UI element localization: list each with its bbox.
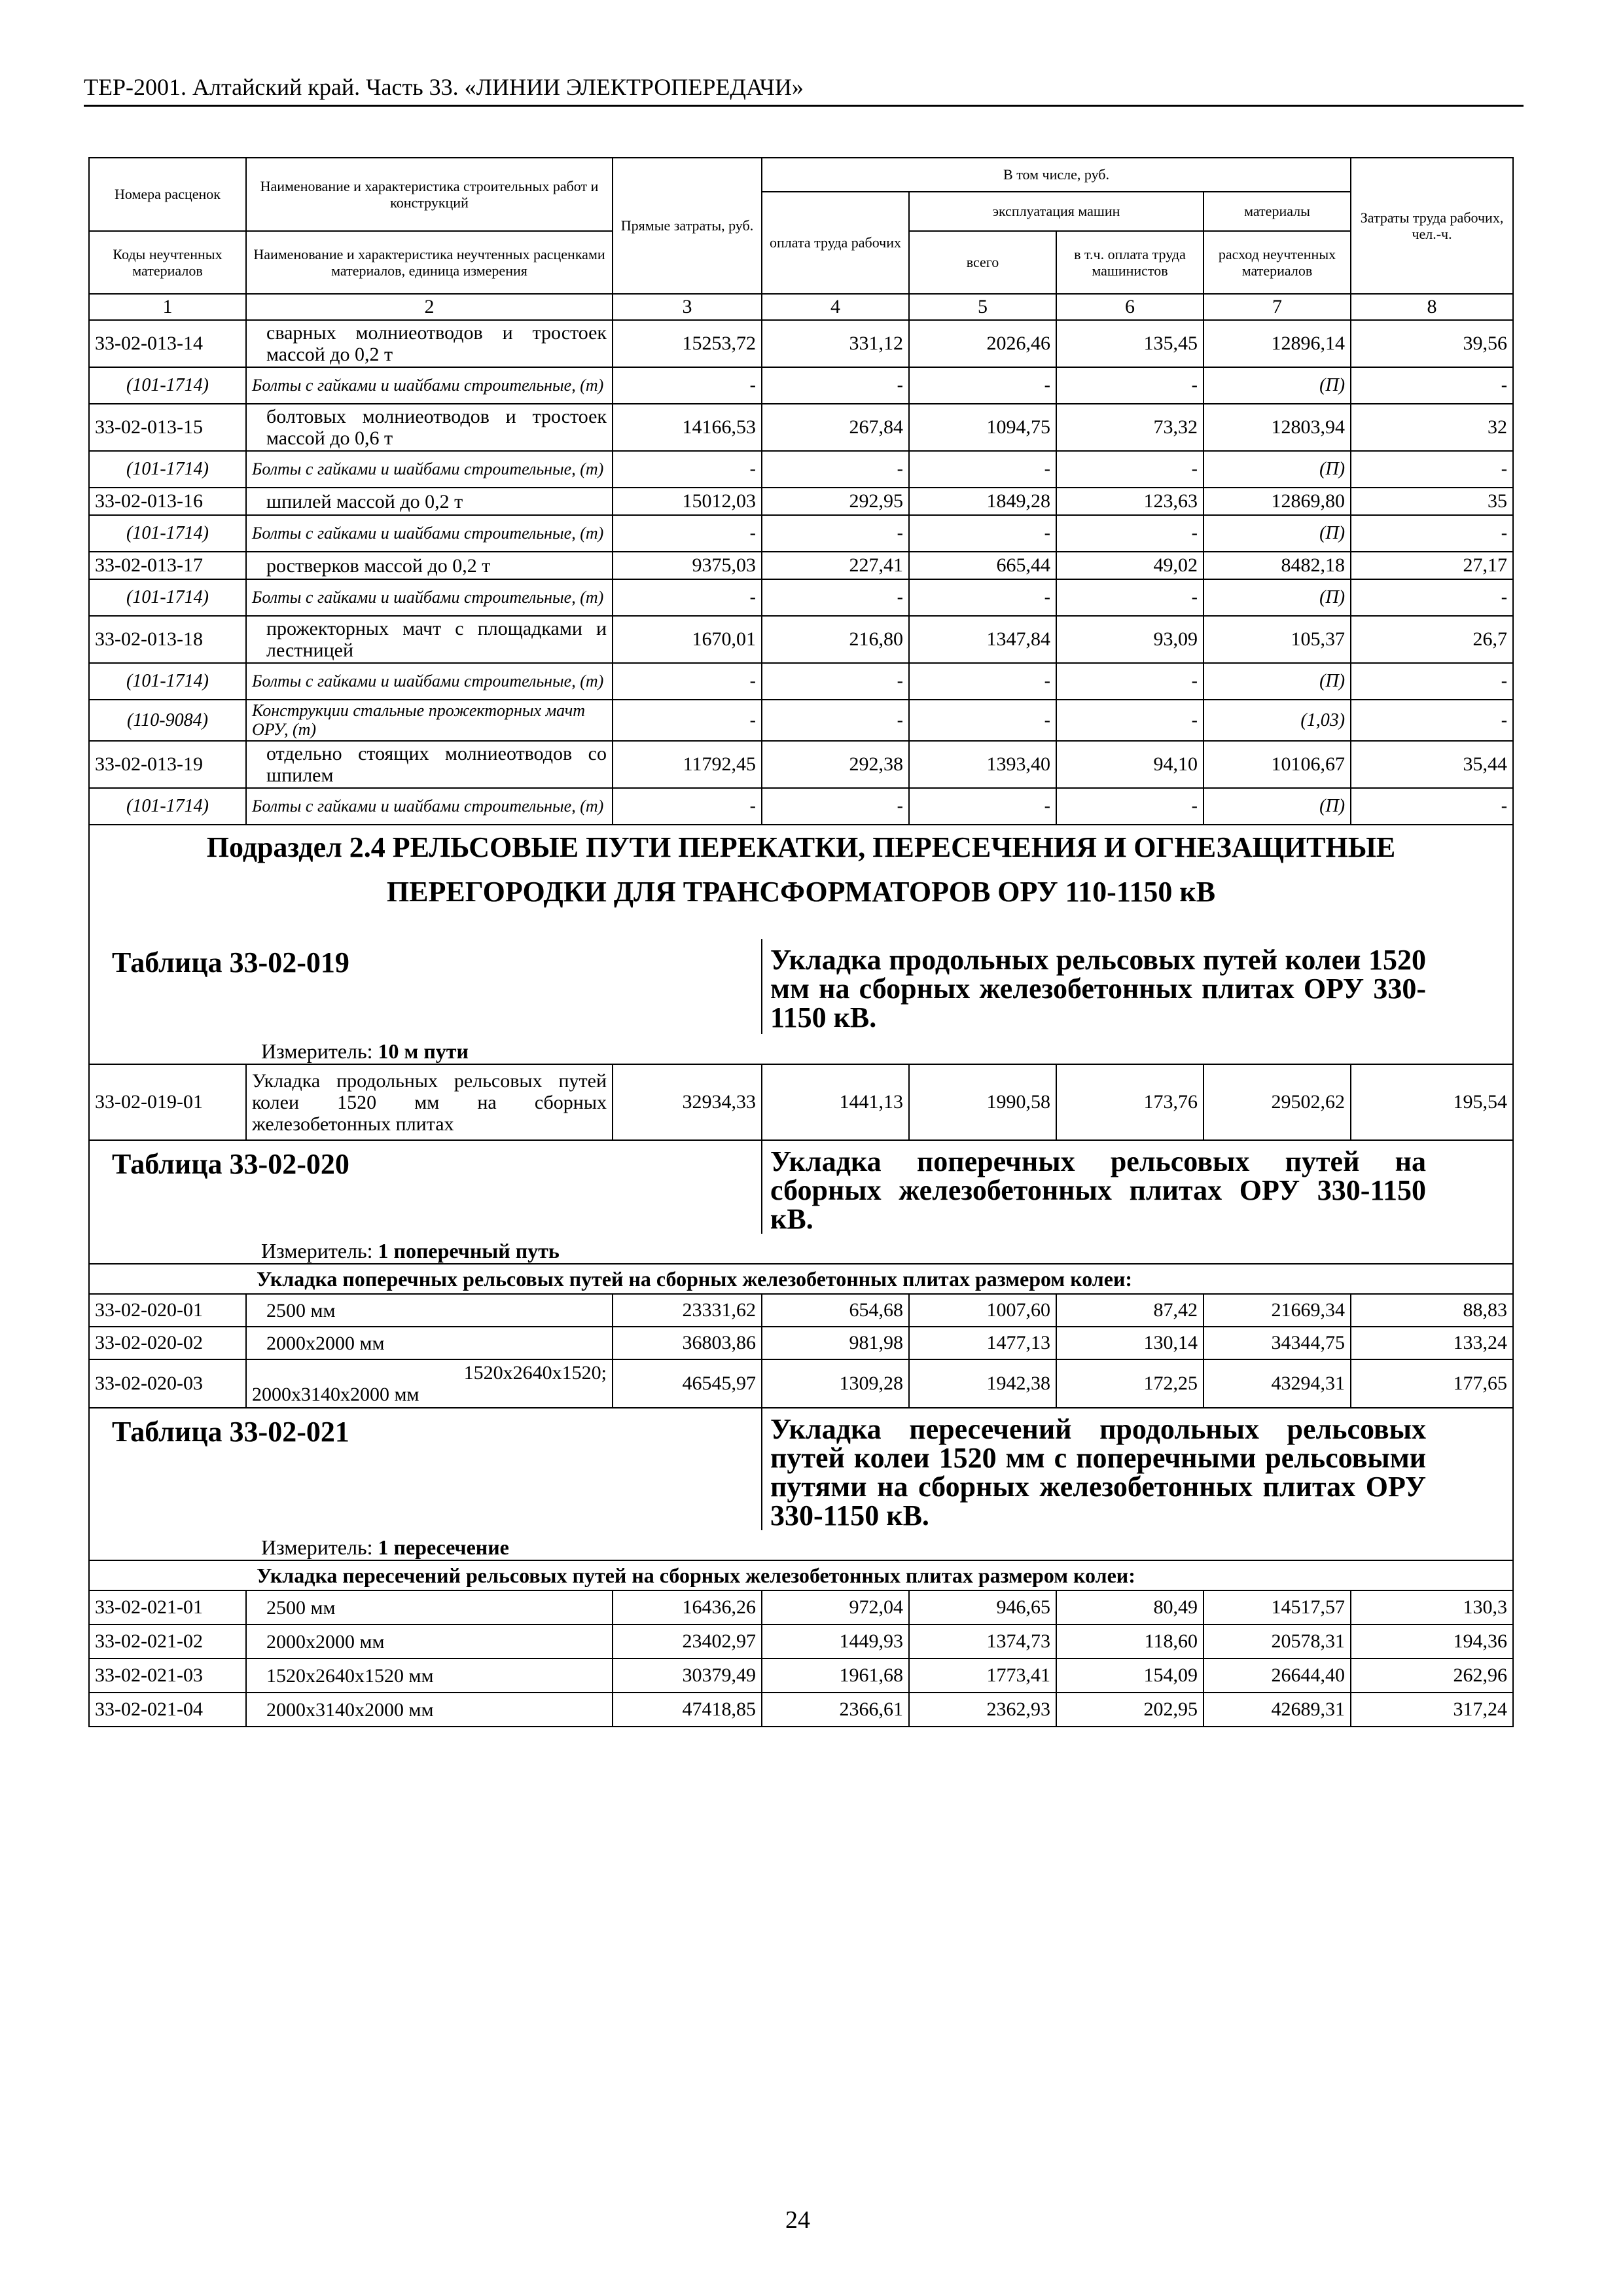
value-cell: 42689,31	[1204, 1693, 1351, 1727]
page-number: 24	[785, 2206, 810, 2234]
value-cell: 32	[1351, 404, 1513, 451]
col-machines-total-header: всего	[909, 231, 1056, 294]
materials-header: материалы	[1204, 192, 1351, 231]
col-direct-costs-header: Прямые затраты, руб.	[613, 158, 762, 294]
value-cell: 1347,84	[909, 616, 1056, 663]
value-cell: -	[613, 515, 762, 552]
value-cell: 331,12	[762, 320, 909, 367]
value-cell: (П)	[1204, 367, 1351, 404]
value-cell: -	[762, 515, 909, 552]
table-row	[89, 1693, 1513, 1727]
rate-code: 33-02-013-19	[89, 741, 246, 788]
value-cell: 130,3	[1351, 1590, 1513, 1624]
value-cell: 20578,31	[1204, 1624, 1351, 1659]
measure-value: 1 пересечение	[378, 1535, 509, 1560]
measure-unit	[98, 1239, 1505, 1263]
value-cell: 36803,86	[613, 1327, 762, 1359]
material-row	[89, 700, 1513, 741]
value-cell: 93,09	[1056, 616, 1204, 663]
value-cell: 39,56	[1351, 320, 1513, 367]
value-cell: -	[1056, 515, 1204, 552]
subsection-heading-line: ПЕРЕГОРОДКИ ДЛЯ ТРАНСФОРМАТОРОВ ОРУ 110-1150 кВ	[386, 876, 1216, 908]
material-code: (101-1714)	[89, 367, 246, 404]
value-cell: 1942,38	[909, 1359, 1056, 1408]
rate-code: 33-02-013-18	[89, 616, 246, 663]
value-cell: 172,25	[1056, 1359, 1204, 1408]
table-row	[89, 1359, 1513, 1408]
value-cell: (П)	[1204, 515, 1351, 552]
rate-code: 33-02-020-01	[89, 1294, 246, 1327]
value-cell: 981,98	[762, 1327, 909, 1359]
value-cell: 1849,28	[909, 488, 1056, 515]
value-cell: 665,44	[909, 552, 1056, 579]
value-cell: -	[909, 515, 1056, 552]
including-header: В том числе, руб.	[762, 158, 1351, 192]
table-row	[89, 1590, 1513, 1624]
measure-unit	[98, 1535, 1505, 1560]
column-number: 1	[89, 294, 246, 320]
material-code: (110-9084)	[89, 700, 246, 741]
value-cell: 26644,40	[1204, 1659, 1351, 1693]
value-cell: 1961,68	[762, 1659, 909, 1693]
value-cell: 972,04	[762, 1590, 909, 1624]
value-cell: (П)	[1204, 788, 1351, 825]
value-cell: 87,42	[1056, 1294, 1204, 1327]
material-code: (101-1714)	[89, 515, 246, 552]
value-cell: -	[762, 663, 909, 700]
value-cell: -	[1351, 515, 1513, 552]
value-cell: 88,83	[1351, 1294, 1513, 1327]
table-row	[89, 616, 1513, 663]
material-name: Конструкции стальные прожекторных мачт ОРУ, (т)	[246, 700, 613, 741]
table-number: Таблица 33-02-020	[112, 1148, 349, 1181]
value-cell: 29502,62	[1204, 1064, 1351, 1140]
rate-code: 33-02-021-02	[89, 1624, 246, 1659]
value-cell: 1374,73	[909, 1624, 1056, 1659]
value-cell: 10106,67	[1204, 741, 1351, 788]
work-name: 1520х2640х1520 мм	[246, 1659, 613, 1693]
rate-code: 33-02-021-04	[89, 1693, 246, 1727]
machines-header: эксплуатация машин	[909, 192, 1204, 231]
value-cell: 195,54	[1351, 1064, 1513, 1140]
measure-label: Измеритель:	[261, 1239, 373, 1263]
value-cell: 1990,58	[909, 1064, 1056, 1140]
value-cell: 105,37	[1204, 616, 1351, 663]
value-cell: -	[613, 700, 762, 741]
value-cell: 1773,41	[909, 1659, 1056, 1693]
column-number: 6	[1056, 294, 1204, 320]
value-cell: (П)	[1204, 451, 1351, 488]
value-cell: -	[613, 579, 762, 616]
table-row	[89, 741, 1513, 788]
material-row	[89, 788, 1513, 825]
table-number-cell	[89, 939, 762, 1034]
table-row	[89, 320, 1513, 367]
table-row	[89, 1659, 1513, 1693]
column-number: 2	[246, 294, 613, 320]
subsection-heading	[89, 825, 1513, 939]
table-title: Укладка продольных рельсовых путей колеи 1520 мм на сборных железобетонных плитах ОРУ 330-1150 кВ.	[770, 944, 1427, 1034]
value-cell: -	[1056, 367, 1204, 404]
measure-cell	[89, 1530, 1513, 1560]
material-name: Болты с гайками и шайбами строительные, (т)	[246, 451, 613, 488]
table-row	[89, 1327, 1513, 1359]
value-cell: 34344,75	[1204, 1327, 1351, 1359]
value-cell: -	[909, 579, 1056, 616]
table-number-cell	[89, 1408, 762, 1530]
value-cell: 15253,72	[613, 320, 762, 367]
value-cell: 94,10	[1056, 741, 1204, 788]
material-code: (101-1714)	[89, 788, 246, 825]
value-cell: -	[613, 663, 762, 700]
value-cell: 1441,13	[762, 1064, 909, 1140]
value-cell: -	[762, 367, 909, 404]
work-name-line: 1520х2640х1520;	[463, 1362, 607, 1384]
measure-cell	[89, 1034, 1513, 1064]
column-number: 5	[909, 294, 1056, 320]
value-cell: 194,36	[1351, 1624, 1513, 1659]
group-subheading: Укладка поперечных рельсовых путей на сборных железобетонных плитах размером колеи:	[89, 1264, 1513, 1294]
value-cell: 12896,14	[1204, 320, 1351, 367]
value-cell: -	[762, 579, 909, 616]
rate-code: 33-02-019-01	[89, 1064, 246, 1140]
value-cell: -	[1351, 663, 1513, 700]
work-name: 2500 мм	[246, 1590, 613, 1624]
work-name: прожекторных мачт с площадками и лестницей	[246, 616, 613, 663]
column-number: 4	[762, 294, 909, 320]
work-name: Укладка продольных рельсовых путей колеи 1520 мм на сборных железобетонных плитах	[246, 1064, 613, 1140]
table-title-cell	[762, 1408, 1513, 1530]
table-number: Таблица 33-02-019	[112, 946, 349, 979]
rate-code: 33-02-013-14	[89, 320, 246, 367]
value-cell: -	[1056, 451, 1204, 488]
material-code: (101-1714)	[89, 451, 246, 488]
group-subheading: Укладка пересечений рельсовых путей на сборных железобетонных плитах размером колеи:	[89, 1560, 1513, 1590]
value-cell: 227,41	[762, 552, 909, 579]
value-cell: 1094,75	[909, 404, 1056, 451]
value-cell: 43294,31	[1204, 1359, 1351, 1408]
value-cell: 135,45	[1056, 320, 1204, 367]
material-name: Болты с гайками и шайбами строительные, (т)	[246, 367, 613, 404]
work-name: 2000х2000 мм	[246, 1624, 613, 1659]
material-name: Болты с гайками и шайбами строительные, (т)	[246, 663, 613, 700]
value-cell: 35,44	[1351, 741, 1513, 788]
material-row	[89, 367, 1513, 404]
value-cell: 1477,13	[909, 1327, 1056, 1359]
value-cell: 80,49	[1056, 1590, 1204, 1624]
work-name: ростверков массой до 0,2 т	[246, 552, 613, 579]
work-name: 2000х2000 мм	[246, 1327, 613, 1359]
material-name: Болты с гайками и шайбами строительные, (т)	[246, 579, 613, 616]
work-name: болтовых молниеотводов и тростоек массой до 0,6 т	[246, 404, 613, 451]
rate-code: 33-02-020-02	[89, 1327, 246, 1359]
col-work-name-header: Наименование и характеристика строительных работ и конструкций	[246, 158, 613, 231]
value-cell: 30379,49	[613, 1659, 762, 1693]
table-row	[89, 1294, 1513, 1327]
measure-cell	[89, 1234, 1513, 1264]
col-labor-pay-header: оплата труда рабочих	[762, 192, 909, 294]
measure-unit	[98, 1039, 1505, 1064]
value-cell: -	[909, 367, 1056, 404]
value-cell: 262,96	[1351, 1659, 1513, 1693]
value-cell: 2362,93	[909, 1693, 1056, 1727]
value-cell: 15012,03	[613, 488, 762, 515]
value-cell: -	[1056, 579, 1204, 616]
value-cell: 14166,53	[613, 404, 762, 451]
rate-code: 33-02-013-15	[89, 404, 246, 451]
value-cell: 12803,94	[1204, 404, 1351, 451]
value-cell: 16436,26	[613, 1590, 762, 1624]
table-row	[89, 1064, 1513, 1140]
table-row	[89, 1624, 1513, 1659]
value-cell: -	[909, 663, 1056, 700]
column-numbers-row	[89, 294, 1513, 320]
col-rate-codes-header: Номера расценок	[89, 158, 246, 231]
value-cell: -	[1056, 788, 1204, 825]
value-cell: 216,80	[762, 616, 909, 663]
rate-code: 33-02-021-03	[89, 1659, 246, 1693]
value-cell: -	[1351, 700, 1513, 741]
column-number: 8	[1351, 294, 1513, 320]
value-cell: -	[1351, 579, 1513, 616]
value-cell: 177,65	[1351, 1359, 1513, 1408]
value-cell: -	[909, 788, 1056, 825]
value-cell: 946,65	[909, 1590, 1056, 1624]
table-title-cell	[762, 939, 1513, 1034]
value-cell: 9375,03	[613, 552, 762, 579]
value-cell: 1007,60	[909, 1294, 1056, 1327]
col-material-codes-header: Коды неучтенных материалов	[89, 231, 246, 294]
value-cell: 26,7	[1351, 616, 1513, 663]
col-unaccounted-materials-header: расход неучтенных материалов	[1204, 231, 1351, 294]
rate-code: 33-02-021-01	[89, 1590, 246, 1624]
value-cell: -	[762, 788, 909, 825]
material-row	[89, 663, 1513, 700]
value-cell: -	[613, 451, 762, 488]
value-cell: 173,76	[1056, 1064, 1204, 1140]
measure-value: 10 м пути	[378, 1039, 469, 1064]
material-row	[89, 451, 1513, 488]
value-cell: 1670,01	[613, 616, 762, 663]
value-cell: 1309,28	[762, 1359, 909, 1408]
value-cell: -	[1056, 663, 1204, 700]
measure-label: Измеритель:	[261, 1039, 373, 1064]
value-cell: (1,03)	[1204, 700, 1351, 741]
value-cell: 8482,18	[1204, 552, 1351, 579]
value-cell: -	[613, 367, 762, 404]
value-cell: 12869,80	[1204, 488, 1351, 515]
value-cell: 23402,97	[613, 1624, 762, 1659]
value-cell: 130,14	[1056, 1327, 1204, 1359]
rate-code: 33-02-013-16	[89, 488, 246, 515]
value-cell: 73,32	[1056, 404, 1204, 451]
value-cell: -	[1056, 700, 1204, 741]
material-row	[89, 515, 1513, 552]
value-cell: -	[613, 788, 762, 825]
value-cell: 21669,34	[1204, 1294, 1351, 1327]
rate-code: 33-02-013-17	[89, 552, 246, 579]
work-name: 2000х3140х2000 мм	[246, 1693, 613, 1727]
value-cell: 47418,85	[613, 1693, 762, 1727]
value-cell: 32934,33	[613, 1064, 762, 1140]
table-title-cell	[762, 1140, 1513, 1234]
work-name: шпилей массой до 0,2 т	[246, 488, 613, 515]
value-cell: -	[762, 451, 909, 488]
value-cell: -	[1351, 451, 1513, 488]
value-cell: 133,24	[1351, 1327, 1513, 1359]
table-row	[89, 404, 1513, 451]
value-cell: 267,84	[762, 404, 909, 451]
value-cell: 23331,62	[613, 1294, 762, 1327]
measure-value: 1 поперечный путь	[378, 1239, 560, 1263]
subsection-heading-line: Подраздел 2.4 РЕЛЬСОВЫЕ ПУТИ ПЕРЕКАТКИ, ПЕРЕСЕЧЕНИЯ И ОГНЕЗАЩИТНЫЕ	[206, 831, 1396, 864]
material-row	[89, 579, 1513, 616]
material-name: Болты с гайками и шайбами строительные, (т)	[246, 515, 613, 552]
value-cell: 317,24	[1351, 1693, 1513, 1727]
col-machinists-pay-header: в т.ч. оплата труда машинистов	[1056, 231, 1204, 294]
column-number: 7	[1204, 294, 1351, 320]
value-cell: 1393,40	[909, 741, 1056, 788]
table-title: Укладка пересечений продольных рельсовых путей колеи 1520 мм с поперечными рельсовыми путями на сборных железобетонных плитах ОРУ 330-1150 кВ.	[770, 1413, 1427, 1531]
value-cell: -	[1351, 788, 1513, 825]
value-cell: -	[909, 700, 1056, 741]
value-cell: 49,02	[1056, 552, 1204, 579]
value-cell: 154,09	[1056, 1659, 1204, 1693]
work-name	[246, 1359, 613, 1408]
col-labor-costs-header: Затраты труда рабочих, чел.-ч.	[1351, 158, 1513, 294]
measure-label: Измеритель:	[261, 1535, 373, 1560]
table-row	[89, 488, 1513, 515]
value-cell: 35	[1351, 488, 1513, 515]
value-cell: 14517,57	[1204, 1590, 1351, 1624]
value-cell: 2026,46	[909, 320, 1056, 367]
table-title: Укладка поперечных рельсовых путей на сборных железобетонных плитах ОРУ 330-1150 кВ.	[770, 1145, 1427, 1234]
material-name: Болты с гайками и шайбами строительные, (т)	[246, 788, 613, 825]
work-name: сварных молниеотводов и тростоек массой до 0,2 т	[246, 320, 613, 367]
table-number: Таблица 33-02-021	[112, 1416, 349, 1448]
value-cell: 46545,97	[613, 1359, 762, 1408]
header-rule	[84, 105, 1524, 107]
value-cell: 292,38	[762, 741, 909, 788]
value-cell: -	[1351, 367, 1513, 404]
value-cell: 654,68	[762, 1294, 909, 1327]
value-cell: 1449,93	[762, 1624, 909, 1659]
material-code: (101-1714)	[89, 663, 246, 700]
value-cell: 11792,45	[613, 741, 762, 788]
col-material-name-header: Наименование и характеристика неучтенных расценками материалов, единица измерения	[246, 231, 613, 294]
value-cell: 292,95	[762, 488, 909, 515]
material-code: (101-1714)	[89, 579, 246, 616]
value-cell: 2366,61	[762, 1693, 909, 1727]
value-cell: 202,95	[1056, 1693, 1204, 1727]
value-cell: (П)	[1204, 579, 1351, 616]
running-header: ТЕР-2001. Алтайский край. Часть 33. «ЛИНИИ ЭЛЕКТРОПЕРЕДАЧИ»	[84, 74, 804, 100]
value-cell: 123,63	[1056, 488, 1204, 515]
column-number: 3	[613, 294, 762, 320]
rate-code: 33-02-020-03	[89, 1359, 246, 1408]
rates-table	[88, 157, 1514, 1727]
value-cell: 118,60	[1056, 1624, 1204, 1659]
value-cell: 27,17	[1351, 552, 1513, 579]
work-name-line: 2000х3140х2000 мм	[252, 1384, 419, 1406]
value-cell: -	[909, 451, 1056, 488]
value-cell: (П)	[1204, 663, 1351, 700]
work-name: 2500 мм	[246, 1294, 613, 1327]
table-number-cell	[89, 1140, 762, 1234]
table-row	[89, 552, 1513, 579]
value-cell: -	[762, 700, 909, 741]
work-name: отдельно стоящих молниеотводов со шпилем	[246, 741, 613, 788]
